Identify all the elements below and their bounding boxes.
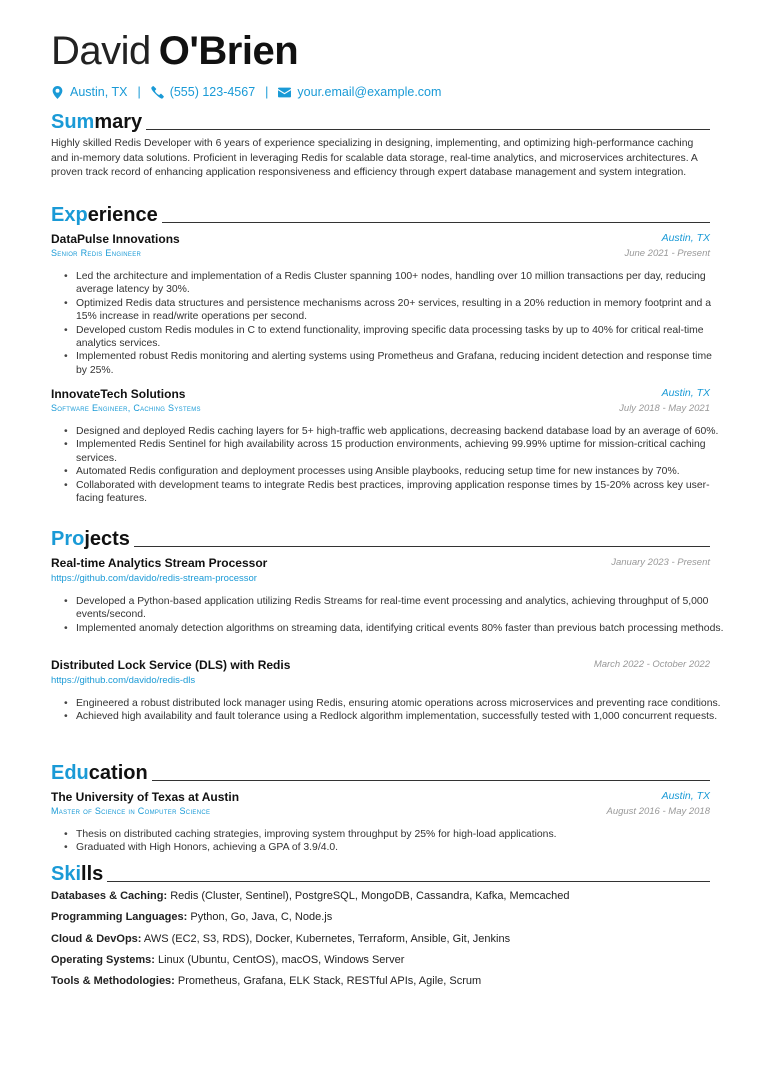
job-dates: June 2021 - Present: [624, 248, 710, 259]
job-role: Senior Redis Engineer: [51, 248, 142, 258]
section-title-rest: jects: [84, 528, 130, 550]
skill-value: Python, Go, Java, C, Node.js: [190, 911, 333, 923]
job-bullets: [62, 270, 724, 377]
job-location: Austin, TX: [661, 387, 710, 399]
section-title-accent: Edu: [51, 762, 89, 784]
phone-icon: [151, 86, 164, 99]
job-location: Austin, TX: [661, 232, 710, 244]
skill-label: Programming Languages:: [51, 911, 188, 923]
project-dates: January 2023 - Present: [611, 557, 710, 568]
section-title-rest: erience: [87, 204, 158, 226]
skill-label: Cloud & DevOps:: [51, 933, 142, 945]
project-link[interactable]: https://github.com/davido/redis-dls: [51, 675, 196, 686]
section-title: [51, 762, 148, 784]
list-item: • Collaborated with development teams to integrate Redis best practices, improving application response times by 15-20% across key user-facing features.: [76, 479, 724, 506]
phone-text: (555) 123-4567: [169, 85, 256, 99]
skill-value: Redis (Cluster, Sentinel), PostgreSQL, MongoDB, Cassandra, Kafka, Memcached: [170, 890, 570, 902]
summary-heading: [51, 107, 710, 133]
list-item: • Implemented Redis Sentinel for high availability across 15 production environments, achieving 99.99% uptime for mission-critical caching services.: [76, 438, 724, 465]
list-item: • Graduated with High Honors, achieving a GPA of 3.9/4.0.: [76, 841, 724, 854]
list-item: • Led the architecture and implementation of a Redis Cluster spanning 100+ nodes, handling over 10 million transactions per day, reducing average latency by 30%.: [76, 270, 724, 297]
section-title-rest: cation: [88, 762, 148, 784]
project-name: Real-time Analytics Stream Processor: [51, 556, 268, 570]
envelope-icon: [278, 86, 291, 99]
skill-row: [51, 911, 332, 923]
section-rule: [146, 129, 710, 130]
list-item: • Implemented anomaly detection algorithms on streaming data, identifying critical events 80% faster than previous batch processing methods.: [76, 622, 724, 635]
skill-label: Operating Systems:: [51, 954, 155, 966]
school-name: The University of Texas at Austin: [51, 790, 240, 804]
list-item: • Developed a Python-based application utilizing Redis Streams for real-time event processing and analytics, achieving throughput of 5,000 events/second.: [76, 595, 724, 622]
skill-label: Databases & Caching:: [51, 890, 168, 902]
school-location: Austin, TX: [661, 790, 710, 802]
project-bullets: [62, 595, 724, 635]
job-bullets: [62, 425, 724, 505]
list-item: • Developed custom Redis modules in C to extend functionality, improving specific data processing tasks by up to 40% for critical real-time analytics services.: [76, 324, 724, 351]
list-item: • Optimized Redis data structures and persistence mechanisms across 20+ services, resulting in a 20% reduction in memory footprint and a 15% increase in read/write operations per second.: [76, 297, 724, 324]
list-item: • Implemented robust Redis monitoring and alerting systems using Prometheus and Grafana, reducing incident detection and response time by 25%.: [76, 350, 724, 377]
skill-value: Linux (Ubuntu, CentOS), macOS, Windows Server: [157, 954, 405, 966]
project-name: Distributed Lock Service (DLS) with Redis: [51, 658, 291, 672]
section-title: [51, 204, 158, 226]
skill-row: [51, 975, 481, 987]
skill-value: Prometheus, Grafana, ELK Stack, RESTful APIs, Agile, Scrum: [177, 975, 482, 987]
section-title-accent: Ski: [51, 863, 82, 885]
education-dates: August 2016 - May 2018: [606, 806, 710, 817]
project-bullets: [62, 697, 724, 724]
list-item: • Engineered a robust distributed lock manager using Redis, ensuring atomic operations across microservices and preventing race conditions.: [76, 697, 724, 710]
degree: Master of Science in Computer Science: [51, 806, 211, 816]
list-item: • Designed and deployed Redis caching layers for 5+ high-traffic web applications, decreasing backend database load by an average of 60%.: [76, 425, 724, 438]
contact-separator: |: [137, 85, 141, 99]
section-rule: [152, 780, 710, 781]
skill-row: [51, 933, 510, 945]
contact-separator: |: [265, 85, 269, 99]
section-title: [51, 528, 130, 550]
section-rule: [134, 546, 710, 547]
job-dates: July 2018 - May 2021: [619, 403, 710, 414]
contact-bar: [51, 85, 441, 99]
section-title-accent: Exp: [51, 204, 88, 226]
section-title-accent: Pro: [51, 528, 85, 550]
skill-label: Tools & Methodologies:: [51, 975, 175, 987]
candidate-name: [51, 28, 298, 74]
projects-heading: [51, 524, 710, 550]
job-company: InnovateTech Solutions: [51, 387, 186, 401]
section-title: [51, 111, 142, 133]
section-rule: [162, 222, 710, 223]
skills-heading: [51, 859, 710, 885]
project-dates: March 2022 - October 2022: [593, 659, 710, 670]
list-item: • Thesis on distributed caching strategies, improving system throughput by 25% for high-load applications.: [76, 828, 724, 841]
job-role: Software Engineer, Caching Systems: [51, 403, 201, 413]
section-rule: [107, 881, 710, 882]
email-link[interactable]: your.email@example.com: [297, 85, 442, 99]
experience-heading: [51, 200, 710, 226]
list-item: • Achieved high availability and fault tolerance using a Redlock algorithm implementation, successfully tested with 1,000 concurrent requests.: [76, 710, 724, 723]
location-text: Austin, TX: [70, 85, 128, 99]
skill-value: AWS (EC2, S3, RDS), Docker, Kubernetes, Terraform, Ansible, Git, Jenkins: [143, 933, 511, 945]
section-title-rest: mary: [94, 111, 143, 133]
education-heading: [51, 758, 710, 784]
list-item: • Automated Redis configuration and deployment processes using Ansible playbooks, reducing setup time for new instances by 70%.: [76, 465, 724, 478]
skill-row: [51, 954, 404, 966]
skill-row: [51, 890, 569, 902]
map-pin-icon: [51, 86, 64, 99]
project-link[interactable]: https://github.com/davido/redis-stream-processor: [51, 573, 257, 584]
first-name: David: [51, 29, 151, 73]
education-bullets: [62, 828, 724, 855]
job-company: DataPulse Innovations: [51, 232, 180, 246]
summary-text: Highly skilled Redis Developer with 6 years of experience specializing in designing, implementing, and optimizing high-performance caching and in-memory data solutions. Proficient in leveraging Redis for scalable data storage, real-time analytics, and microservices architectures. A proven track record of enhancing application responsiveness and efficiency through expert database management and system integration.: [51, 138, 698, 179]
section-title-accent: Sum: [51, 111, 95, 133]
last-name: O'Brien: [158, 29, 299, 73]
section-title-rest: lls: [81, 863, 104, 885]
section-title: [51, 863, 103, 885]
